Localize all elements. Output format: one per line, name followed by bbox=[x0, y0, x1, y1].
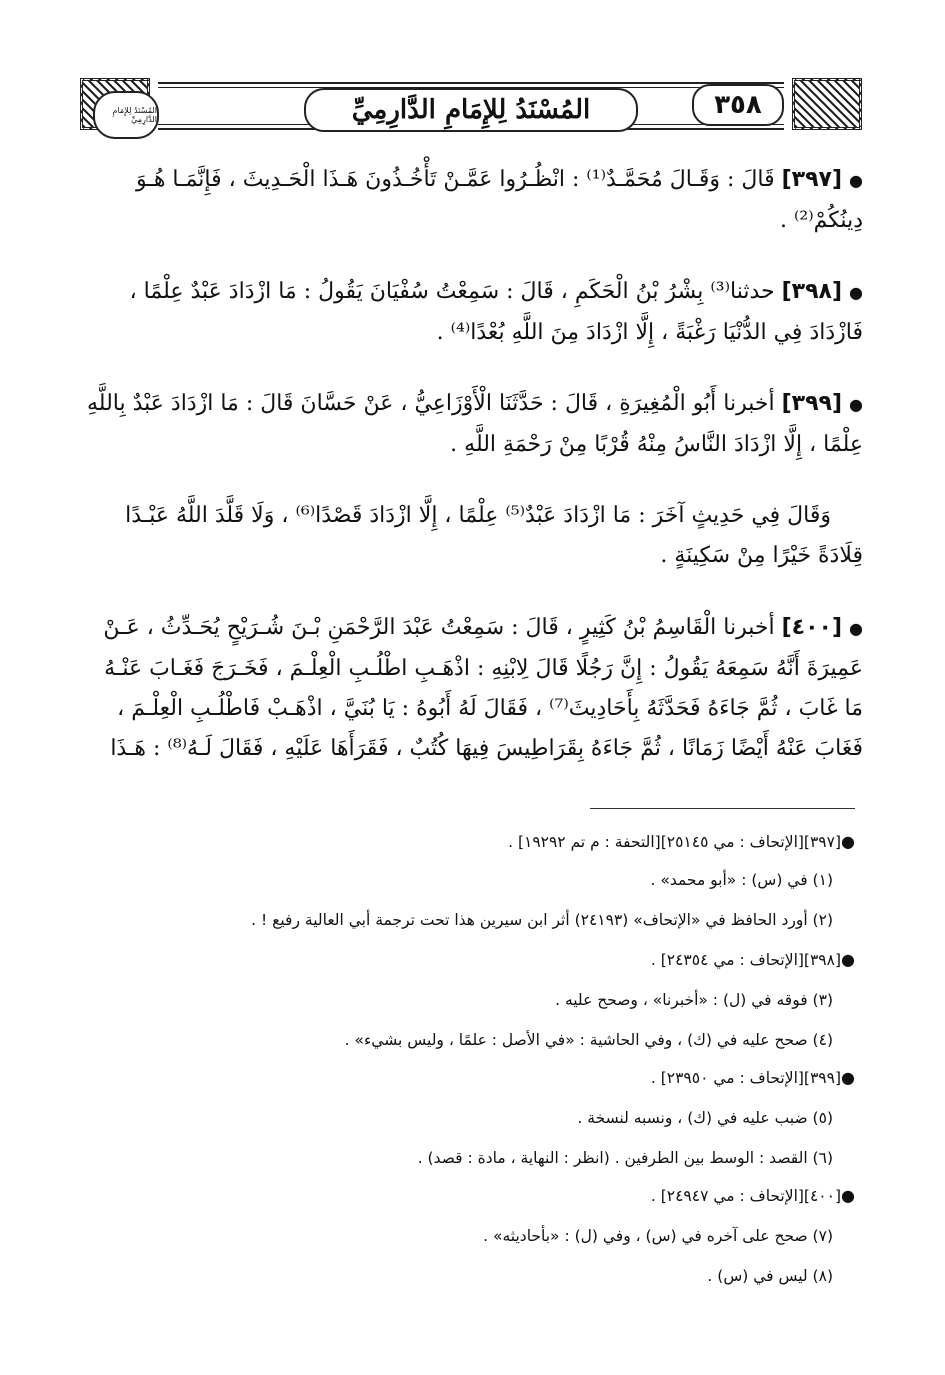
bullet-icon: ● bbox=[841, 1186, 855, 1205]
footnote-2: (٢) أورد الحافظ في «الإتحاف» (٢٤١٩٣) أثر ابن سيرين هذا تحت ترجمة أبي العالية رفيع ! . bbox=[251, 911, 833, 929]
footnote-divider bbox=[590, 808, 855, 809]
hadith-line bbox=[82, 160, 863, 201]
page-number: ٣٥٨ bbox=[692, 84, 784, 126]
hadith-number: [٣٩٨] bbox=[781, 279, 843, 304]
bullet-icon: ● bbox=[849, 283, 863, 302]
footnote-5: (٥) ضبب عليه في (ك) ، ونسبه لنسخة . bbox=[577, 1109, 833, 1127]
hadith-398 bbox=[82, 272, 863, 353]
hadith-399-continuation bbox=[82, 496, 863, 576]
hadith-line: مَا غَابَ ، ثُمَّ جَاءَهُ فَحَدَّثَهُ بِأَحَادِيثَ⁽⁷⁾ ، فَقَالَ لَهُ أَبُوهُ : يَا بُنَيَّ ، اذْهَـبْ فَاطْلُـبِ الْعِلْـمَ ، bbox=[117, 696, 863, 721]
bullet-icon: ● bbox=[841, 950, 855, 969]
footnote-4: (٤) صحح عليه في (ك) ، وفي الحاشية : «في الأصل : علمًا ، وليس بشيء» . bbox=[344, 1031, 833, 1049]
page-header bbox=[76, 72, 866, 138]
header-band bbox=[158, 82, 784, 130]
bullet-icon: ● bbox=[849, 619, 863, 638]
footnote-ref-399: ●[٣٩٩][الإتحاف : مي ٢٣٩٥٠] . bbox=[650, 1068, 855, 1087]
footnote-ref-400: ●[٤٠٠][الإتحاف : مي ٢٤٩٤٧] . bbox=[650, 1186, 855, 1205]
hadith-text: قَالَ : وَقَـالَ مُحَمَّـدٌ⁽¹⁾ : انْظُـرُوا عَمَّـنْ تَأْخُـذُونَ هَـذَا الْحَـدِيثَ ، فَإِنَّمَـا هُـوَ bbox=[136, 167, 775, 192]
header-ornament-left bbox=[80, 78, 157, 130]
bullet-icon: ● bbox=[841, 1068, 855, 1087]
hadith-number: [٣٩٩] bbox=[781, 391, 843, 416]
hadith-line: فَغَابَ عَنْهُ أَيْضًا زَمَانًا ، ثُمَّ جَاءَهُ بِقَرَاطِيسَ فِيهَا كُتُبٌ ، فَقَرَأَهَا عَلَيْهِ ، فَقَالَ لَـهُ⁽⁸⁾ : هَـذَا bbox=[110, 736, 863, 761]
medallion-text: المُسْنَدُ لِلإِمَامِ الدَّارِمِيِّ bbox=[112, 106, 157, 124]
hadith-line bbox=[82, 384, 863, 425]
bullet-icon: ● bbox=[841, 832, 855, 851]
title-cartouche bbox=[304, 88, 638, 132]
hadith-text: أخبرنا أَبُو الْمُغِيرَةِ ، قَالَ : حَدَّثَنَا الْأَوْزَاعِيُّ ، عَنْ حَسَّانَ قَالَ : مَا ازْدَادَ عَبْدٌ بِاللَّهِ bbox=[87, 391, 775, 416]
hadith-397 bbox=[82, 160, 863, 241]
hadith-text: حدثنا⁽³⁾ بِشْرُ بْنُ الْحَكَمِ ، قَالَ : سَمِعْتُ سُفْيَانَ يَقُولُ : مَا ازْدَادَ عَبْدٌ عِلْمًا ، bbox=[129, 279, 775, 304]
footnote-ref-397: ●[٣٩٧][الإتحاف : مي ٢٥١٤٥][التحفة : م تم ١٩٢٩٢] . bbox=[508, 832, 855, 851]
hadith-400 bbox=[82, 608, 863, 769]
hadith-line bbox=[82, 272, 863, 313]
header-ornament-right bbox=[792, 78, 862, 130]
hadith-399 bbox=[82, 384, 863, 465]
hadith-line: فَازْدَادَ فِي الدُّنْيَا رَغْبَةً ، إِلَّا ازْدَادَ مِنَ اللَّهِ بُعْدًا⁽⁴⁾ . bbox=[436, 320, 863, 345]
hadith-line: دِينُكُمْ⁽²⁾ . bbox=[780, 208, 863, 233]
footnote-1: (١) في (س) : «أبو محمد» . bbox=[650, 871, 833, 889]
hadith-line: قِلَادَةً خَيْرًا مِنْ سَكِينَةٍ . bbox=[660, 543, 863, 568]
header-medallion bbox=[93, 91, 159, 139]
hadith-text: أخبرنا الْقَاسِمُ بْنُ كَثِيرٍ ، قَالَ : سَمِعْتُ عَبْدَ الرَّحْمَنِ بْـنَ شُـرَيْحٍ يُحَـدِّثُ ، عَـنْ bbox=[103, 615, 775, 640]
footnote-3: (٣) فوقه في (ل) : «أخبرنا» ، وصحح عليه . bbox=[555, 991, 833, 1009]
running-title: المُسْنَدُ لِلإِمَامِ الدَّارِمِيِّ bbox=[351, 95, 591, 125]
hadith-number: [٣٩٧] bbox=[781, 167, 843, 192]
bullet-icon: ● bbox=[849, 171, 863, 190]
bullet-icon: ● bbox=[849, 395, 863, 414]
footnote-ref-398: ●[٣٩٨][الإتحاف : مي ٢٤٣٥٤] . bbox=[650, 950, 855, 969]
footnote-7: (٧) صحح على آخره في (س) ، وفي (ل) : «بأحاديثه» . bbox=[483, 1227, 833, 1245]
hadith-line bbox=[82, 608, 863, 649]
hadith-line: عِلْمًا ، إِلَّا ازْدَادَ النَّاسُ مِنْهُ قُرْبًا مِنْ رَحْمَةِ اللَّهِ . bbox=[450, 432, 863, 457]
hadith-line: عَمِيرَةَ أَنَّهُ سَمِعَهُ يَقُولُ : إِنَّ رَجُلًا قَالَ لِابْنِهِ : اذْهَـبِ اطْلُـبِ الْعِلْـمَ ، فَخَـرَجَ فَغَـابَ عَنْـهُ bbox=[104, 656, 863, 681]
footnote-6: (٦) القصد : الوسط بين الطرفين . (انظر : النهاية ، مادة : قصد) . bbox=[417, 1149, 833, 1167]
hadith-number: [٤٠٠] bbox=[781, 615, 843, 640]
footnote-8: (٨) ليس في (س) . bbox=[707, 1267, 833, 1285]
hadith-line: وَقَالَ فِي حَدِيثٍ آخَرَ : مَا ازْدَادَ عَبْدٌ⁽⁵⁾ عِلْمًا ، إِلَّا ازْدَادَ قَصْدًا⁽⁶⁾ ، وَلَا قَلَّدَ اللَّهُ عَبْـدًا bbox=[125, 503, 831, 528]
